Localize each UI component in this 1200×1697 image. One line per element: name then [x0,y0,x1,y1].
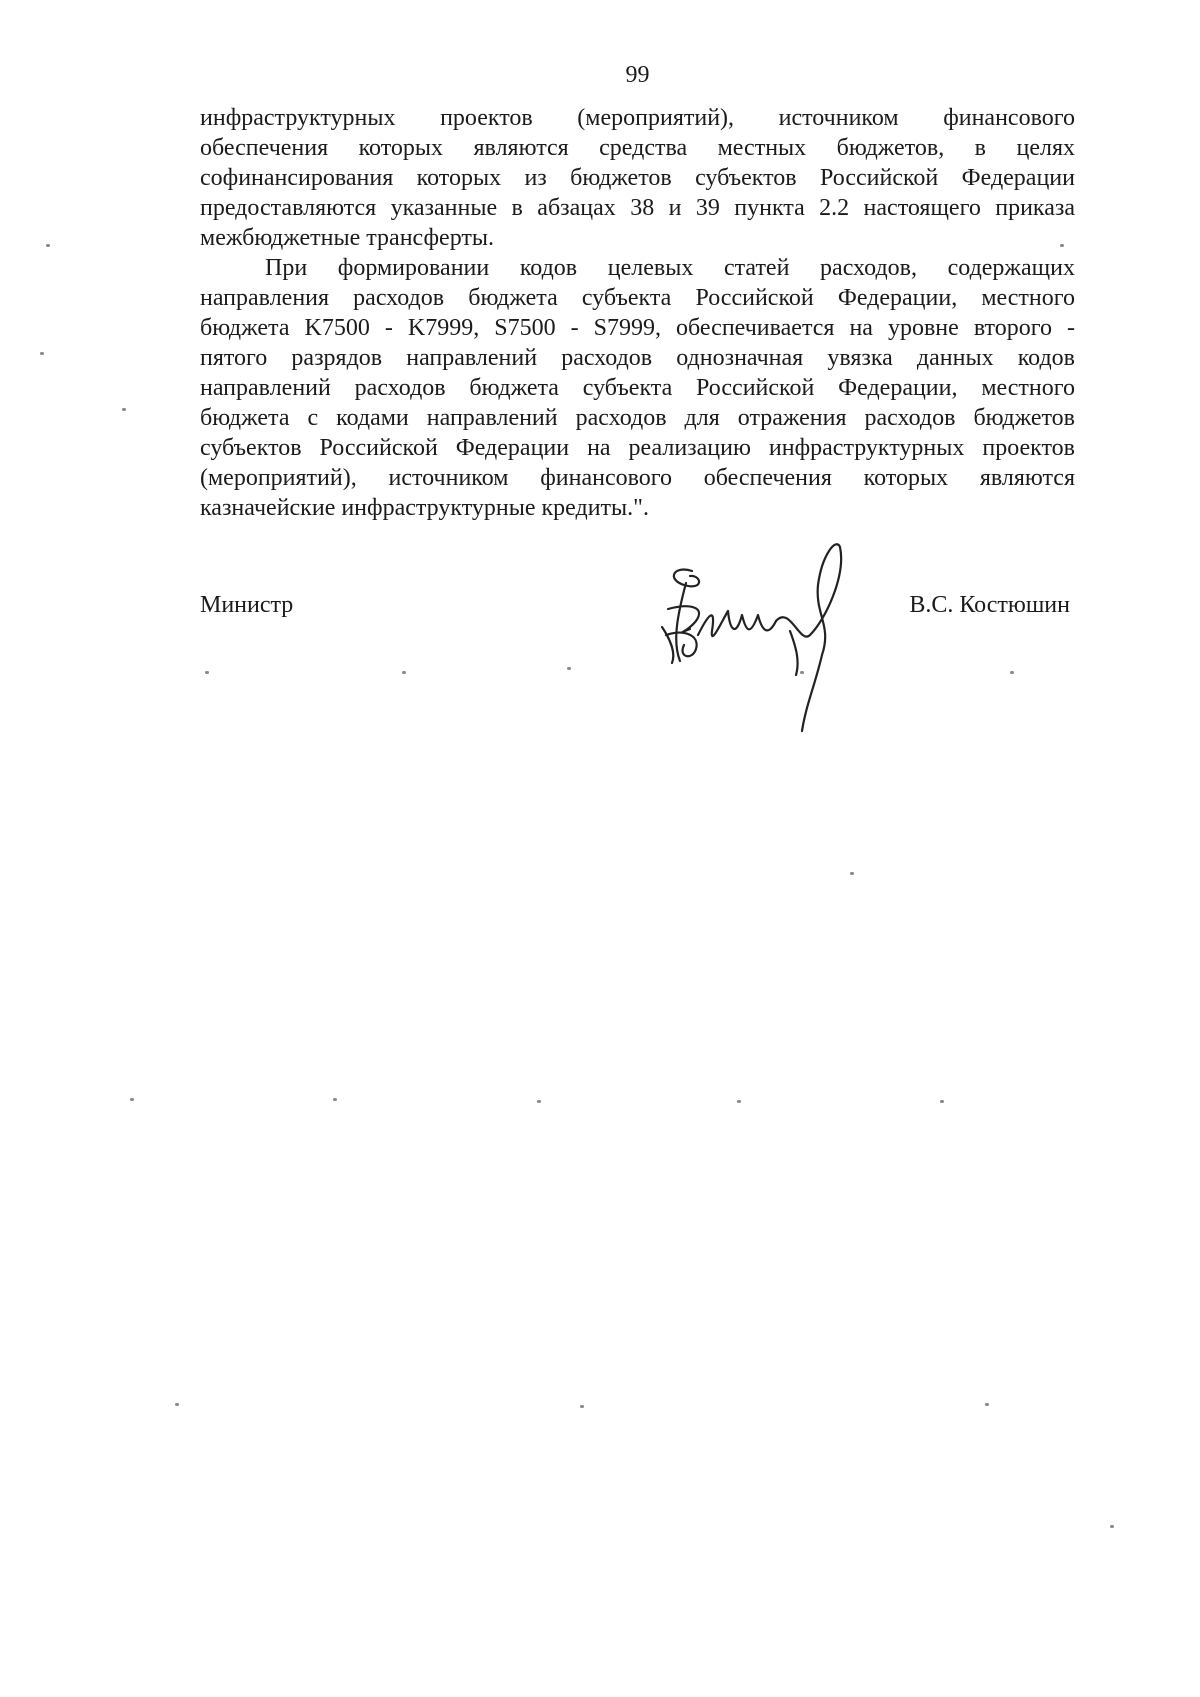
scan-speck [800,671,804,674]
text-line: субъектов Российской Федерации на реализацию инфраструктурных проектов [200,435,1075,461]
text-line: (мероприятий), источником финансового обеспечения которых являются [200,465,1075,491]
scan-speck [130,1098,134,1101]
scan-speck [850,872,854,875]
text-line: бюджета с кодами направлений расходов для отражения расходов бюджетов [200,405,1075,431]
scan-speck [402,671,406,674]
scan-speck [580,1405,584,1408]
signatory-title: Министр [200,592,294,618]
paragraph [200,103,1075,253]
paragraph [200,253,1075,523]
scan-speck [537,1100,541,1103]
text-line: межбюджетные трансферты. [200,225,494,251]
scan-speck [40,352,44,355]
scan-speck [940,1100,944,1103]
scan-speck [122,408,126,411]
scan-speck [985,1403,989,1406]
scan-speck [1060,244,1064,247]
scan-speck [333,1098,337,1101]
scan-speck [737,1100,741,1103]
text-line: направления расходов бюджета субъекта Российской Федерации, местного [200,285,1075,311]
text-line: пятого разрядов направлений расходов однозначная увязка данных кодов [200,345,1075,371]
scan-speck [1010,671,1014,674]
text-line: При формировании кодов целевых статей расходов, содержащих [265,255,1075,281]
handwritten-signature [650,535,850,735]
scan-speck [205,671,209,674]
scan-speck [567,667,571,670]
text-line: инфраструктурных проектов (мероприятий), источником финансового [200,105,1075,131]
text-line: обеспечения которых являются средства местных бюджетов, в целях [200,135,1075,161]
document-body [200,103,1075,523]
text-line: казначейские инфраструктурные кредиты.". [200,495,649,521]
signatory-name: В.С. Костюшин [909,592,1070,618]
scan-speck [1110,1525,1114,1528]
text-line: предоставляются указанные в абзацах 38 и 39 пункта 2.2 настоящего приказа [200,195,1075,221]
text-line: направлений расходов бюджета субъекта Российской Федерации, местного [200,375,1075,401]
page-number: 99 [625,62,650,88]
text-line: софинансирования которых из бюджетов субъектов Российской Федерации [200,165,1075,191]
text-line: бюджета K7500 - K7999, S7500 - S7999, обеспечивается на уровне второго - [200,315,1075,341]
scan-speck [46,244,50,247]
scan-speck [175,1403,179,1406]
